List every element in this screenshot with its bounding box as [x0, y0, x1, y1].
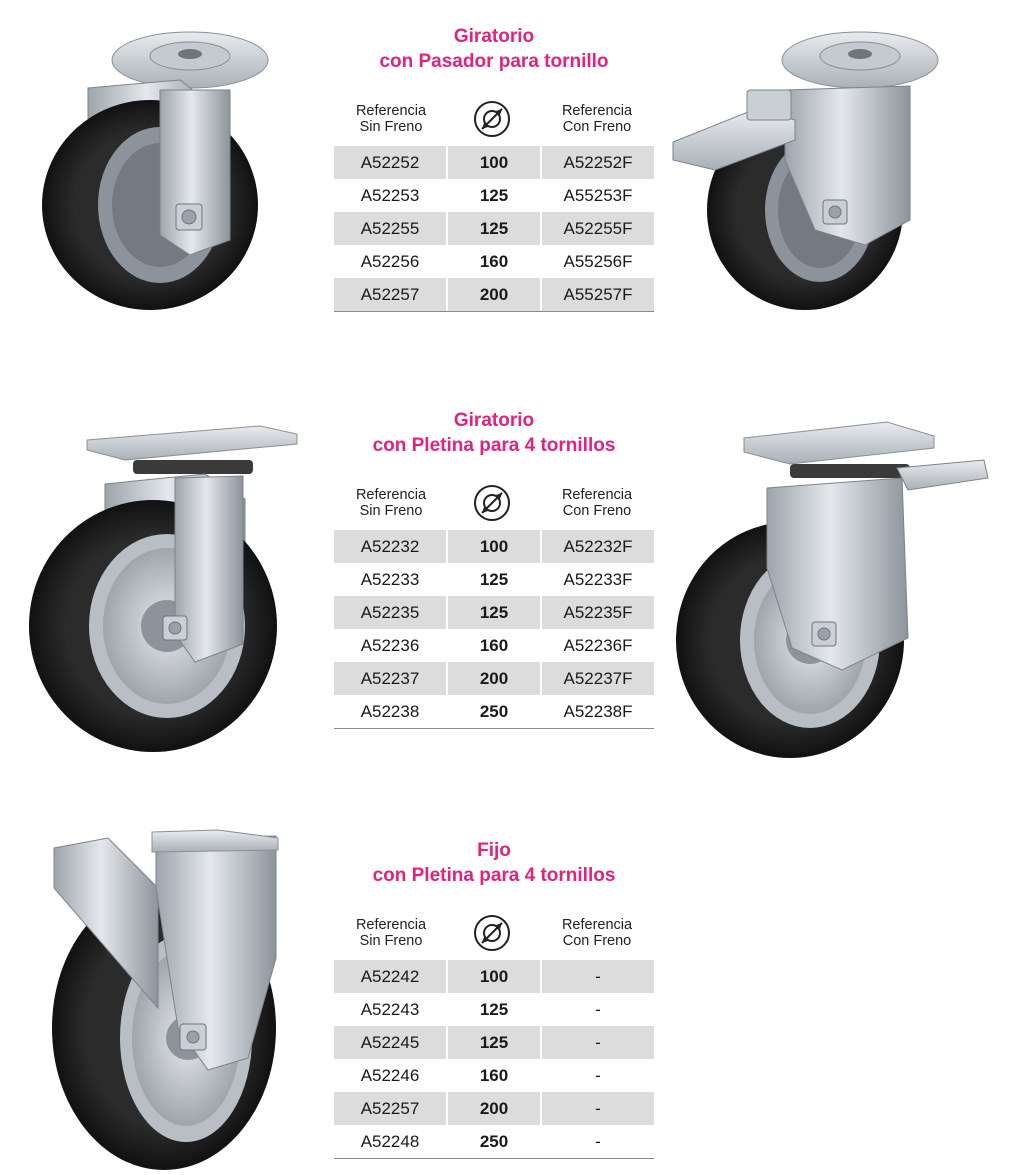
table-row: A52253 125 A55253F: [360, 186, 633, 205]
header-ref-con-freno: Referencia Con Freno: [561, 487, 633, 519]
title-line-2: con Pletina para 4 tornillos: [372, 865, 616, 886]
table-row: A52245 125 -: [334, 1026, 654, 1059]
swivel-bolt-hole-caster-with-brake-image: [655, 20, 955, 315]
header-ref-con-freno: Referencia Con Freno: [561, 917, 633, 949]
section-title: [334, 408, 654, 458]
section-title: [334, 24, 654, 74]
header-ref-sin-freno: Referencia Sin Freno: [355, 917, 427, 949]
table-row: A52237 200 A52237F: [334, 662, 654, 695]
table-row: A52248 250 -: [360, 1132, 601, 1151]
table-bottom-rule: [334, 311, 654, 312]
title-line-2: con Pletina para 4 tornillos: [372, 435, 616, 456]
product-table: [334, 910, 654, 1159]
header-ref-con-freno: Referencia Con Freno: [561, 103, 633, 135]
table-row: A52257 200 -: [334, 1092, 654, 1125]
header-ref-sin-freno: Referencia Sin Freno: [355, 487, 427, 519]
table-row: A52232 100 A52232F: [334, 530, 654, 563]
title-line-2: con Pasador para tornillo: [379, 51, 609, 72]
swivel-bolt-hole-caster-image: [40, 20, 280, 315]
swivel-plate-caster-image: [25, 404, 305, 754]
product-table: [334, 480, 654, 729]
table-row: A52238 250 A52238F: [360, 702, 633, 721]
table-row: A52243 125 -: [360, 1000, 601, 1019]
table-row: A52257 200 A55257F: [334, 278, 654, 311]
section-title: [334, 838, 654, 888]
title-line-1: Fijo: [477, 840, 511, 861]
table-header: [334, 96, 654, 146]
swivel-plate-caster-with-brake-image: [672, 408, 992, 758]
table-row: A52256 160 A55256F: [360, 252, 633, 271]
table-bottom-rule: [334, 1158, 654, 1159]
table-row: A52252 100 A52252F: [334, 146, 654, 179]
table-row: A52246 160 -: [360, 1066, 601, 1085]
table-row: A52235 125 A52235F: [334, 596, 654, 629]
product-table: [334, 96, 654, 312]
diameter-icon: [472, 913, 512, 953]
fixed-plate-caster-image: [48, 828, 288, 1173]
table-header: [334, 480, 654, 530]
title-line-1: Giratorio: [453, 26, 535, 47]
diameter-icon: [472, 483, 512, 523]
table-bottom-rule: [334, 728, 654, 729]
table-row: A52255 125 A52255F: [334, 212, 654, 245]
diameter-icon: [472, 99, 512, 139]
table-header: [334, 910, 654, 960]
header-ref-sin-freno: Referencia Sin Freno: [355, 103, 427, 135]
title-line-1: Giratorio: [453, 410, 535, 431]
table-row: A52233 125 A52233F: [360, 570, 633, 589]
table-row: A52236 160 A52236F: [360, 636, 633, 655]
table-row: A52242 100 -: [334, 960, 654, 993]
